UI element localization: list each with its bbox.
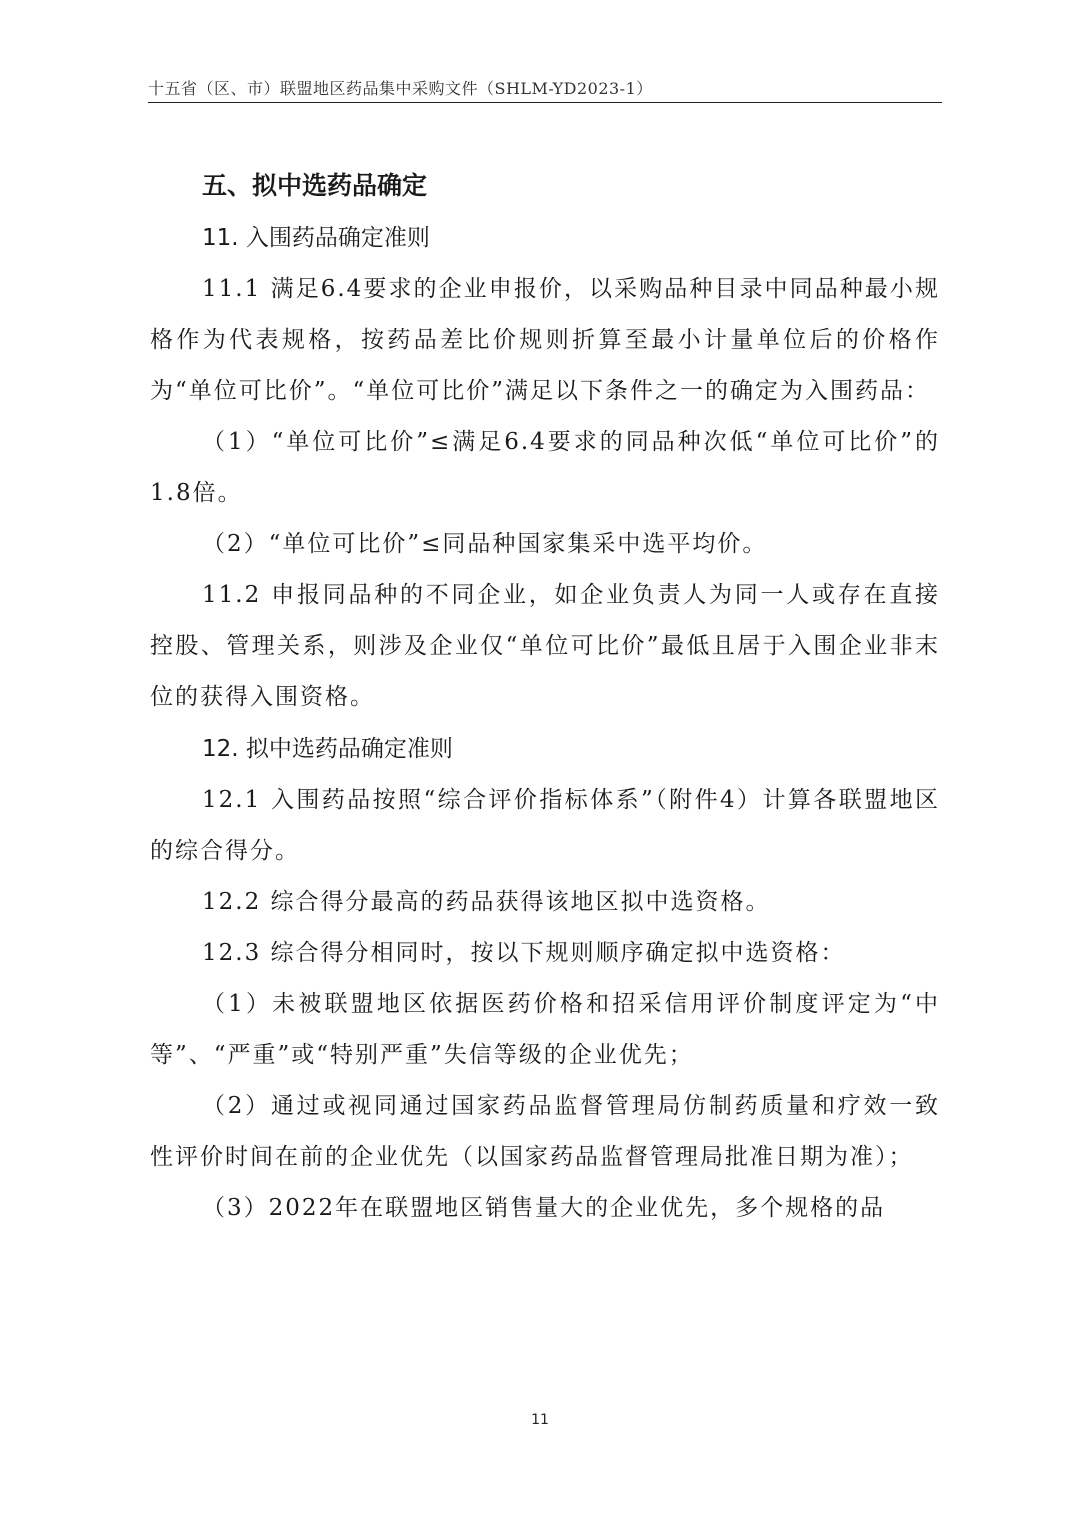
clause-11-1-item-1: （1）“单位可比价”≤满足6.4要求的同品种次低“单位可比价”的1.8倍。 (150, 429, 940, 506)
clause-12-heading: 12. 拟中选药品确定准则 (202, 736, 453, 762)
clause-12-1-paragraph: 12.1 入围药品按照“综合评价指标体系”（附件4）计算各联盟地区的综合得分。 (150, 787, 940, 864)
page-number: 11 (531, 1412, 549, 1428)
clause-12-3-item-3: （3）2022年在联盟地区销售量大的企业优先，多个规格的品 (202, 1195, 886, 1221)
section-heading: 五、拟中选药品确定 (202, 171, 428, 200)
clause-12-3-item-2: （2）通过或视同通过国家药品监督管理局仿制药质量和疗效一致性评价时间在前的企业优先（以国家药品监督管理局批准日期为准）； (150, 1093, 940, 1170)
clause-12-3-item-1: （1）未被联盟地区依据医药价格和招采信用评价制度评定为“中等”、“严重”或“特别严重”失信等级的企业优先； (150, 991, 940, 1068)
clause-11-heading: 11. 入围药品确定准则 (202, 225, 430, 251)
clause-12-3-paragraph: 12.3 综合得分相同时，按以下规则顺序确定拟中选资格： (202, 940, 846, 966)
clause-11-1-item-2: （2）“单位可比价”≤同品种国家集采中选平均价。 (202, 531, 768, 557)
clause-11-1-paragraph: 11.1 满足6.4要求的企业申报价，以采购品种目录中同品种最小规格作为代表规格，按药品差比价规则折算至最小计量单位后的价格作为“单位可比价”。“单位可比价”满足以下条件之一的确定为入围药品： (150, 276, 940, 404)
page-header: 十五省（区、市）联盟地区药品集中采购文件（SHLM-YD2023-1） (148, 76, 942, 103)
clause-11-2-paragraph: 11.2 申报同品种的不同企业，如企业负责人为同一人或存在直接控股、管理关系，则涉及企业仅“单位可比价”最低且居于入围企业非末位的获得入围资格。 (150, 582, 940, 710)
document-body (150, 160, 940, 1234)
clause-12-2-paragraph: 12.2 综合得分最高的药品获得该地区拟中选资格。 (202, 889, 771, 915)
